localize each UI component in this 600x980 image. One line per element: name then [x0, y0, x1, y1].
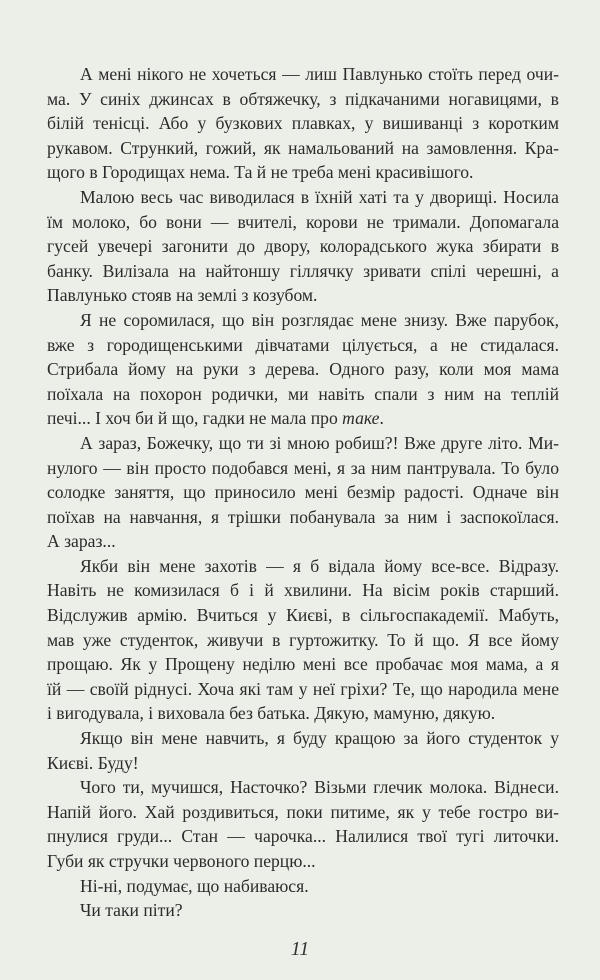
text-line: рукавом. Стрункий, гожий, як намальований на замовлення. Кра-	[47, 137, 559, 158]
text-line: Стрибала йому на руки з дерева. Одного разу, коли моя мама	[47, 359, 559, 380]
text-line: нулого — він просто подобався мені, я за ним пантрувала. То було	[47, 457, 559, 478]
text-line: А зараз, Божечку, що ти зі мною робиш?! Вже друге літо. Ми-	[80, 432, 559, 453]
text-line: Якби він мене захотів — я б відала йому все-все. Відразу.	[80, 555, 559, 576]
text-segment: печі... І хоч би й що, гадки не мала про	[47, 408, 343, 429]
text-line: Чи таки піти?	[80, 900, 183, 921]
text-line: А зараз...	[47, 531, 116, 552]
text-line: поїхала на похорон родички, ми навіть спали з ним на теплій	[47, 383, 559, 404]
page-number: 11	[290, 938, 310, 960]
text-line: банку. Вилізала на найтоншу гіллячку зривати спілі черешні, а	[47, 260, 559, 281]
text-line: білій тенісці. Або у бузкових плавках, у вишиванці з коротким	[47, 113, 559, 134]
text-line: їм молоко, бо вони — вчителі, корови не тримали. Допомагала	[47, 211, 559, 232]
text-line: поїхав на навчання, я трішки побанувала за ним і заспокоїлася.	[47, 506, 559, 527]
text-line: прощаю. Як у Прощену неділю мені все пробачає моя мама, а я	[47, 654, 559, 675]
text-line: Навіть не комизилася б і й хвилини. На вісім років старший.	[47, 580, 559, 601]
text-line: ма. У синіх джинсах в обтяжечку, з підкачаними ногавицями, в	[47, 88, 559, 109]
text-line: гусей увечері загонити до двору, колорадського жука збирати в	[47, 236, 559, 257]
text-segment: .	[379, 408, 384, 429]
text-line: пнулися груди... Стан — чарочка... Налилися твої тугі литочки.	[47, 826, 559, 847]
text-line: вже з городищенськими дівчатами цілується, а не стидалася.	[47, 334, 559, 355]
text-line: Малою весь час виводилася в їхній хаті та у дворищі. Носила	[80, 186, 559, 207]
text-line: Я не соромилася, що він розглядає мене знизу. Вже парубок,	[80, 309, 559, 330]
text-line: і вигодувала, і виховала без батька. Дякую, мамуню, дякую.	[47, 703, 496, 724]
italic-word: таке	[342, 408, 380, 429]
text-line: Павлунько стояв на землі з козубом.	[47, 285, 318, 306]
text-line: щого в Городищах нема. Та й не треба мені красивішого.	[47, 162, 474, 183]
text-line	[47, 406, 559, 431]
text-line: Ні-ні, подумає, що набиваюся.	[80, 875, 309, 896]
text-line: Відслужив армію. Вчиться у Києві, в сільгоспакадемії. Мабуть,	[47, 605, 559, 626]
text-line: Чого ти, мучишся, Насточко? Візьми глечик молока. Віднеси.	[80, 777, 559, 798]
text-line: Губи як стручки червоного перцю...	[47, 851, 316, 871]
text-line: Напій його. Хай роздивиться, поки питиме, як у тебе гостро ви-	[47, 801, 559, 822]
text-line: Києві. Буду!	[47, 752, 139, 773]
text-line: солодке заняття, що приносило мені безмір радості. Одначе він	[47, 482, 559, 503]
book-page-text	[47, 62, 559, 923]
text-line: мав уже студенток, живучи в гуртожитку. То й що. Я все йому	[47, 629, 559, 650]
text-line: Якщо він мене навчить, я буду кращою за його студенток у	[80, 728, 559, 749]
text-line: А мені нікого не хочеться — лиш Павлунько стоїть перед очи-	[80, 64, 559, 84]
text-line: їй — своїй ріднусі. Хоча які там у неї гріхи? Те, що народила мене	[47, 678, 559, 699]
